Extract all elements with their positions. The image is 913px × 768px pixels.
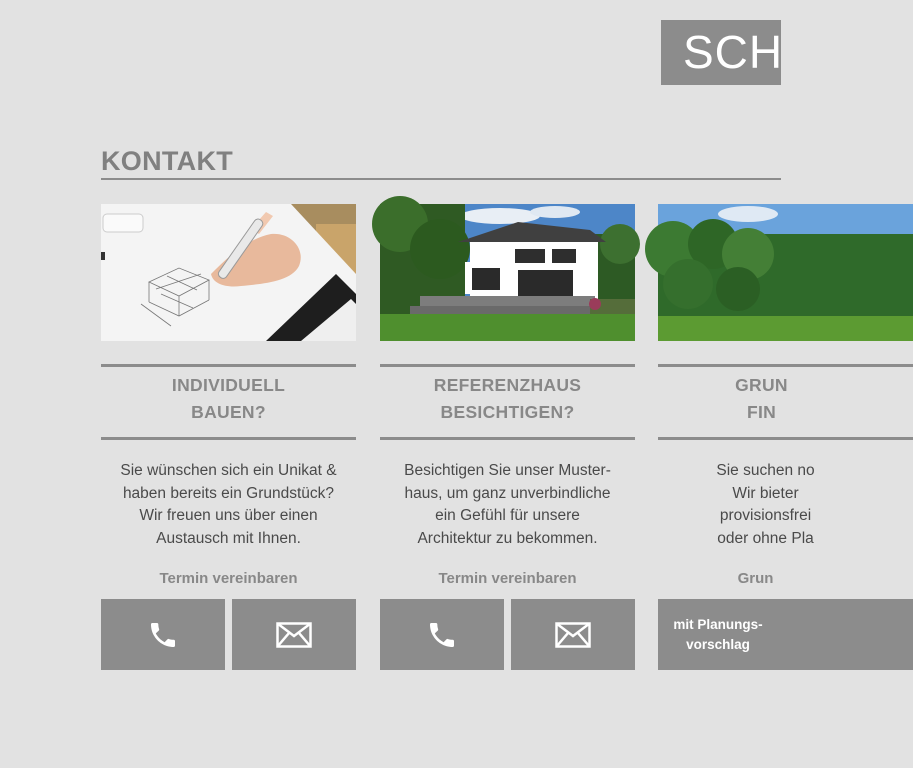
card-divider-top [380,364,635,367]
card-individuell-bauen [101,204,356,674]
mail-button[interactable] [511,599,635,670]
phone-button[interactable] [101,599,225,670]
card-divider-bottom [101,437,356,440]
section-divider [101,178,781,180]
mail-icon [276,622,312,648]
mail-button[interactable] [232,599,356,670]
card-referenzhaus [380,204,635,674]
planning-proposal-button[interactable] [658,599,913,670]
phone-button[interactable] [380,599,504,670]
modern-house-photo [380,204,635,341]
card-title: GRUN FIN [735,375,788,422]
card-description: Sie wünschen sich ein Unikat & haben bereits ein Grundstück? Wir freuen uns über einen Austausch mit Ihnen. [120,462,337,547]
phone-icon [147,619,179,651]
card-title: INDIVIDUELL BAUEN? [171,375,286,422]
card-cta-label: Termin vereinbaren [159,570,298,587]
card-description: Besichtigen Sie unser Muster- haus, um ganz unverbindliche ein Gefühl für unsere Architektur zu bekommen. [404,462,611,547]
architect-sketch-photo [101,204,356,341]
card-grundstueck [658,204,913,674]
trees-plot-photo [658,204,913,341]
section-title: KONTAKT [101,146,234,176]
card-cta-label: Grun [737,570,774,587]
planning-proposal-label: mit Planungs- vorschlag [673,616,763,652]
card-description: Sie suchen no Wir bieter provisionsfrei oder ohne Pla [716,462,815,547]
phone-icon [426,619,458,651]
top-nav-button[interactable]: SCH [661,20,781,85]
mail-icon [555,622,591,648]
card-divider-top [658,364,913,367]
card-divider-top [101,364,356,367]
card-divider-bottom [658,437,913,440]
card-title: REFERENZHAUS BESICHTIGEN? [433,375,582,422]
card-cta-label: Termin vereinbaren [438,570,577,587]
card-divider-bottom [380,437,635,440]
